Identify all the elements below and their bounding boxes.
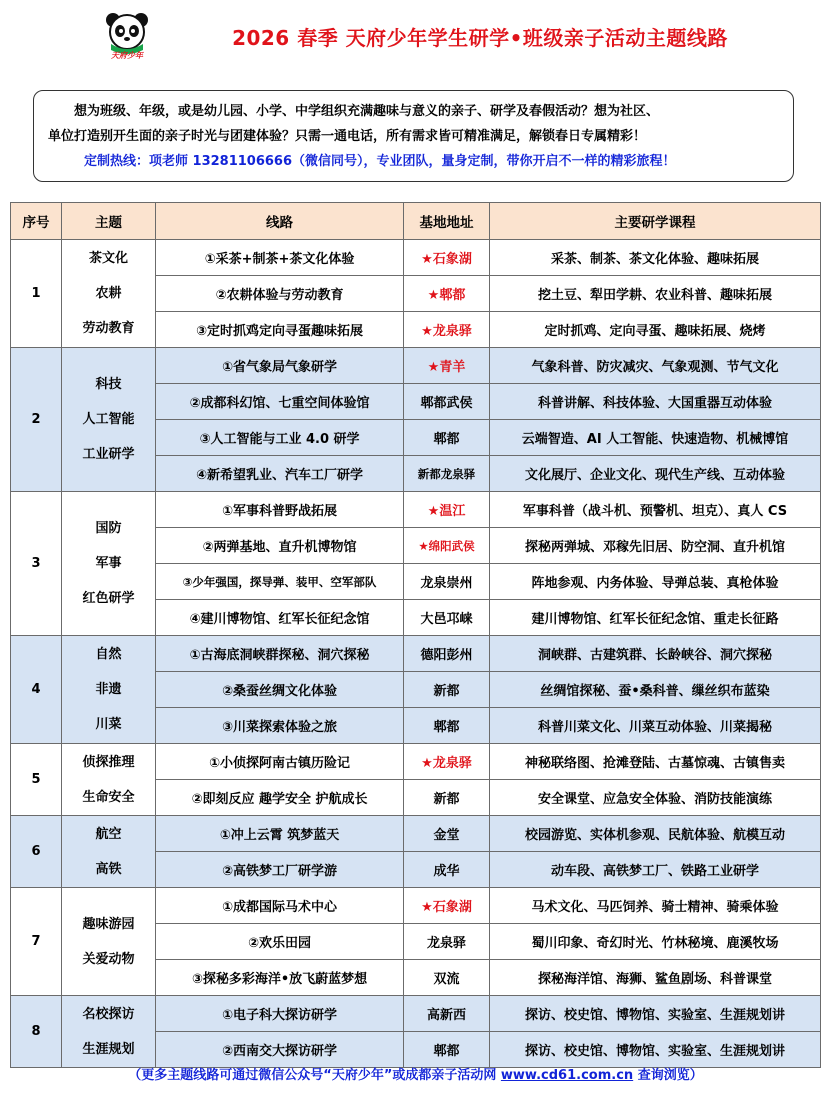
courses-cell: 科普讲解、科技体验、大国重器互动体验: [490, 384, 821, 420]
courses-cell: 云端智造、AI 人工智能、快速造物、机械博馆: [490, 420, 821, 456]
base-cell: 金堂: [404, 816, 490, 852]
header-route: 线路: [156, 203, 404, 240]
group-theme: [62, 636, 156, 744]
base-cell: 郫都: [404, 1032, 490, 1068]
header-courses: 主要研学课程: [490, 203, 821, 240]
page-title: 2026 春季 天府少年学生研学•班级亲子活动主题线路: [232, 26, 728, 50]
theme-label: 航空: [95, 826, 122, 842]
base-cell: ★石象湖: [404, 240, 490, 276]
route-cell: ③探秘多彩海洋•放飞蔚蓝梦想: [156, 960, 404, 996]
base-cell: 郫都: [404, 420, 490, 456]
hotline-text: 定制热线：项老师 13281106666（微信同号），专业团队，量身定制，带你开启不一样的精彩旅程！: [84, 154, 676, 169]
route-cell: ①采茶+制茶+茶文化体验: [156, 240, 404, 276]
theme-group-5: [11, 744, 821, 816]
theme-group-7: [11, 888, 821, 996]
base-cell: ★绵阳武侯: [404, 528, 490, 564]
theme-label: 高铁: [95, 861, 122, 877]
courses-cell: 定时抓鸡、定向寻蛋、趣味拓展、烧烤: [490, 312, 821, 348]
theme-label: 科技: [95, 377, 122, 392]
theme-label: 茶文化: [88, 251, 128, 266]
courses-cell: 科普川菜文化、川菜互动体验、川菜揭秘: [490, 708, 821, 744]
intro-line-2: 单位打造别开生面的亲子时光与团建体验？只需一通电话，所有需求皆可精准满足，解锁春日专属精彩！: [48, 129, 647, 144]
theme-label: 趣味游园: [82, 916, 135, 932]
route-cell: ③人工智能与工业 4.0 研学: [156, 420, 404, 456]
theme-label: 红色研学: [82, 591, 135, 606]
theme-label: 侦探推理: [82, 754, 135, 770]
table-row: [11, 636, 821, 672]
courses-cell: 挖土豆、犁田学耕、农业科普、趣味拓展: [490, 276, 821, 312]
group-theme: [62, 348, 156, 492]
group-number: 7: [11, 888, 62, 996]
courses-cell: 探秘两弹城、邓稼先旧居、防空洞、直升机馆: [490, 528, 821, 564]
route-cell: ②西南交大探访研学: [156, 1032, 404, 1068]
route-cell: ②高铁梦工厂研学游: [156, 852, 404, 888]
base-cell: 新都: [404, 672, 490, 708]
group-number: 3: [11, 492, 62, 636]
base-cell: 成华: [404, 852, 490, 888]
theme-label: 生涯规划: [82, 1041, 135, 1057]
courses-cell: 探访、校史馆、博物馆、实验室、生涯规划讲: [490, 1032, 821, 1068]
base-cell: 大邑邛崃: [404, 600, 490, 636]
courses-cell: 马术文化、马匹饲养、骑士精神、骑乘体验: [490, 888, 821, 924]
group-theme: [62, 492, 156, 636]
theme-label: 自然: [95, 647, 122, 662]
route-cell: ②农耕体验与劳动教育: [156, 276, 404, 312]
header-base: 基地地址: [404, 203, 490, 240]
group-theme: [62, 240, 156, 348]
footer-note: [0, 1064, 831, 1083]
theme-group-8: [11, 996, 821, 1068]
route-cell: ①成都国际马术中心: [156, 888, 404, 924]
base-cell: 德阳彭州: [404, 636, 490, 672]
intro-line-1: 想为班级、年级，或是幼儿园、小学、中学组织充满趣味与意义的亲子、研学及春假活动？想为社区、: [74, 104, 660, 119]
theme-group-6: [11, 816, 821, 888]
route-cell: ③川菜探索体验之旅: [156, 708, 404, 744]
route-cell: ③少年强国，探导弹、装甲、空军部队: [156, 564, 404, 600]
group-theme: [62, 996, 156, 1068]
base-cell: ★龙泉驿: [404, 744, 490, 780]
theme-group-4: [11, 636, 821, 744]
route-cell: ③定时抓鸡定向寻蛋趣味拓展: [156, 312, 404, 348]
group-theme: [62, 744, 156, 816]
courses-cell: 采茶、制茶、茶文化体验、趣味拓展: [490, 240, 821, 276]
base-cell: 龙泉驿: [404, 924, 490, 960]
table-row: [11, 492, 821, 528]
theme-label: 关爱动物: [82, 951, 135, 967]
courses-cell: 洞峡群、古建筑群、长龄峡谷、洞穴探秘: [490, 636, 821, 672]
base-cell: 郫都武侯: [404, 384, 490, 420]
theme-label: 人工智能: [82, 412, 135, 427]
header-theme: 主题: [62, 203, 156, 240]
theme-label: 工业研学: [82, 447, 135, 462]
route-cell: ④新希望乳业、汽车工厂研学: [156, 456, 404, 492]
brand-logo: [103, 10, 151, 62]
base-cell: 新都: [404, 780, 490, 816]
route-cell: ①电子科大探访研学: [156, 996, 404, 1032]
route-cell: ①古海底洞峡群探秘、洞穴探秘: [156, 636, 404, 672]
route-cell: ②即刻反应 趣学安全 护航成长: [156, 780, 404, 816]
header-no: 序号: [11, 203, 62, 240]
group-number: 2: [11, 348, 62, 492]
table-header-row: [11, 203, 821, 240]
theme-group-2: [11, 348, 821, 492]
courses-cell: 丝绸馆探秘、蚕•桑科普、缫丝织布蓝染: [490, 672, 821, 708]
courses-cell: 校园游览、实体机参观、民航体验、航模互动: [490, 816, 821, 852]
courses-cell: 气象科普、防灾减灾、气象观测、节气文化: [490, 348, 821, 384]
base-cell: 新都龙泉驿: [404, 456, 490, 492]
base-cell: ★温江: [404, 492, 490, 528]
base-cell: ★石象湖: [404, 888, 490, 924]
group-number: 8: [11, 996, 62, 1068]
footer-prefix: （更多主题线路可通过微信公众号“天府少年”或成都亲子活动网: [128, 1068, 501, 1083]
theme-label: 名校探访: [82, 1006, 135, 1022]
route-cell: ④建川博物馆、红军长征纪念馆: [156, 600, 404, 636]
courses-cell: 文化展厅、企业文化、现代生产线、互动体验: [490, 456, 821, 492]
route-cell: ②桑蚕丝绸文化体验: [156, 672, 404, 708]
route-cell: ②两弹基地、直升机博物馆: [156, 528, 404, 564]
route-table: [10, 202, 821, 1068]
courses-cell: 探秘海洋馆、海狮、鲨鱼剧场、科普课堂: [490, 960, 821, 996]
courses-cell: 安全课堂、应急安全体验、消防技能演练: [490, 780, 821, 816]
group-number: 5: [11, 744, 62, 816]
courses-cell: 蜀川印象、奇幻时光、竹林秘境、鹿溪牧场: [490, 924, 821, 960]
theme-label: 非遗: [95, 682, 122, 697]
group-number: 4: [11, 636, 62, 744]
website-link[interactable]: www.cd61.com.cn: [500, 1068, 634, 1083]
route-cell: ①省气象局气象研学: [156, 348, 404, 384]
courses-cell: 探访、校史馆、博物馆、实验室、生涯规划讲: [490, 996, 821, 1032]
route-cell: ①冲上云霄 筑梦蓝天: [156, 816, 404, 852]
route-cell: ①小侦探阿南古镇历险记: [156, 744, 404, 780]
theme-label: 生命安全: [82, 789, 135, 805]
base-cell: ★郫都: [404, 276, 490, 312]
group-theme: [62, 888, 156, 996]
theme-label: 劳动教育: [82, 321, 135, 336]
courses-cell: 军事科普（战斗机、预警机、坦克）、真人 CS: [490, 492, 821, 528]
route-cell: ①军事科普野战拓展: [156, 492, 404, 528]
theme-label: 川菜: [95, 717, 122, 732]
route-cell: ②欢乐田园: [156, 924, 404, 960]
group-number: 6: [11, 816, 62, 888]
theme-label: 国防: [95, 521, 122, 536]
theme-label: 农耕: [95, 286, 122, 301]
table-row: [11, 816, 821, 852]
logo-text: 天府少年: [111, 51, 143, 60]
base-cell: 龙泉崇州: [404, 564, 490, 600]
route-cell: ②成都科幻馆、七重空间体验馆: [156, 384, 404, 420]
table-row: [11, 996, 821, 1032]
footer-suffix: 查询浏览）: [633, 1068, 703, 1083]
theme-group-1: [11, 240, 821, 348]
courses-cell: 阵地参观、内务体验、导弹总装、真枪体验: [490, 564, 821, 600]
theme-label: 军事: [95, 556, 122, 571]
group-number: 1: [11, 240, 62, 348]
courses-cell: 神秘联络图、抢滩登陆、古墓惊魂、古镇售卖: [490, 744, 821, 780]
table-row: [11, 348, 821, 384]
intro-box: [33, 90, 794, 182]
theme-group-3: [11, 492, 821, 636]
table-row: [11, 888, 821, 924]
group-theme: [62, 816, 156, 888]
courses-cell: 建川博物馆、红军长征纪念馆、重走长征路: [490, 600, 821, 636]
base-cell: 高新西: [404, 996, 490, 1032]
base-cell: ★龙泉驿: [404, 312, 490, 348]
table-row: [11, 240, 821, 276]
base-cell: ★青羊: [404, 348, 490, 384]
base-cell: 双流: [404, 960, 490, 996]
courses-cell: 动车段、高铁梦工厂、铁路工业研学: [490, 852, 821, 888]
base-cell: 郫都: [404, 708, 490, 744]
table-row: [11, 744, 821, 780]
